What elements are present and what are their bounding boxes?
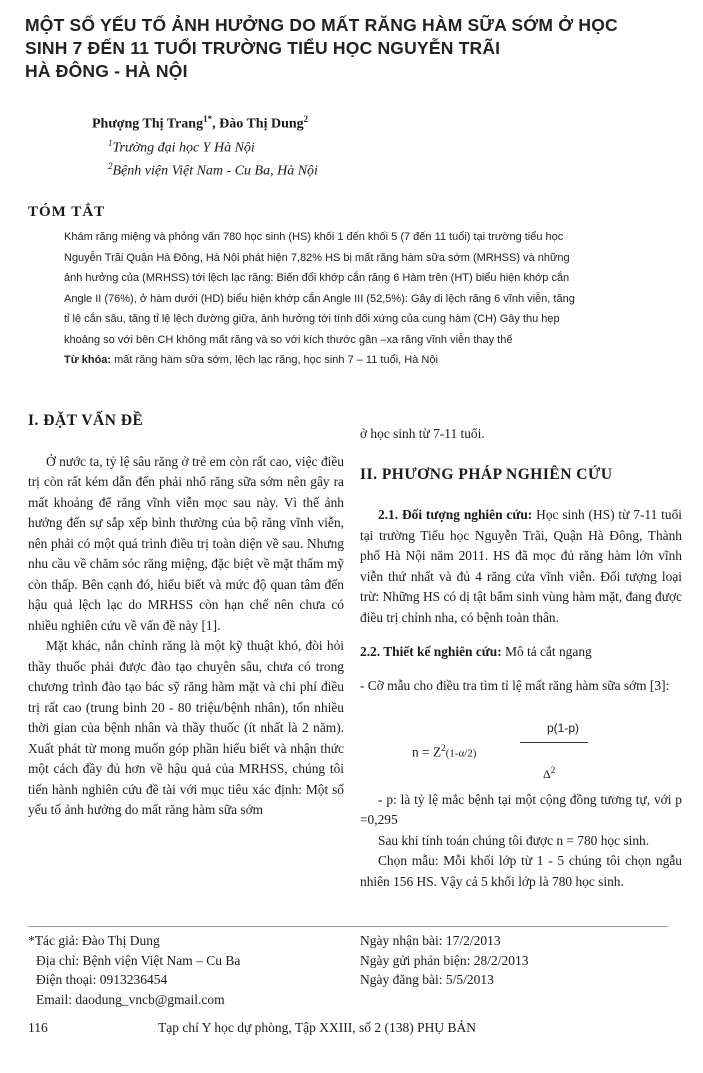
affiliation-1-text: Trường đại học Y Hà Nội (112, 140, 255, 156)
fraction-bar (520, 742, 588, 743)
formula-delta: Δ (543, 766, 551, 781)
left-column (28, 411, 344, 821)
article-title (25, 14, 685, 83)
formula-delta-exponent: 2 (550, 764, 556, 775)
sample-size-formula (360, 710, 682, 790)
formula-z-exponent: 2 (441, 742, 446, 753)
formula-z-subscript: (1-α/2) (445, 747, 477, 760)
corresponding-author: *Tác giả: Đào Thị Dung (28, 933, 160, 948)
formula-numerator: p(1-p) (547, 720, 580, 735)
calculation-result: Sau khi tính toán chúng tôi được n = 780 học sinh. (378, 832, 650, 848)
abstract-line: Angle II (76%), ở hàm dưới (HD) biểu hiện khớp cắn Angle III (52,5%): Gây di lệch răng 6 vĩnh viễn, tăng (64, 292, 575, 305)
author-2-mark: 2 (303, 114, 309, 124)
journal-footer: Tạp chí Y học dự phòng, Tập XXIII, số 2 (138) PHỤ BẢN (158, 1020, 477, 1035)
subsection-2-2 (360, 642, 682, 663)
formula-lhs (412, 738, 476, 764)
title-line-1: MỘT SỐ YẾU TỐ ẢNH HƯỞNG DO MẤT RĂNG HÀM SỮA SỚM Ở HỌC (25, 15, 618, 35)
author-contact (28, 931, 240, 1009)
author-1-mark: 1* (203, 114, 213, 124)
affiliation-1 (92, 134, 318, 158)
formula-denominator (543, 760, 555, 785)
author-2: , Đào Thị Dung (212, 116, 304, 132)
affiliation-2 (92, 157, 318, 181)
abstract-line: Nguyễn Trãi Quận Hà Đông, Hà Nội phát hiện 7,82% HS bị mất răng hàm sữa sớm (MRHSS) và những (64, 251, 570, 264)
page-number: 116 (28, 1020, 48, 1035)
subsection-2-1-label: 2.1. Đối tượng nghiên cứu: (378, 507, 533, 523)
abstract-body (64, 227, 694, 371)
section-1-heading: I. ĐẶT VẤN ĐỀ (28, 412, 144, 429)
abstract-line: ảnh hưởng của (MRHSS) tới lệch lạc răng: Biến đổi khớp cắn răng 6 Hàm trên (HT) biểu hiện khớp cắn (64, 272, 570, 284)
abstract-line: khoảng so với bên CH không mất răng và so với kích thước gần –xa răng vĩnh viễn thay thế (64, 333, 513, 346)
affiliation-2-mark: 2 (108, 161, 113, 172)
article-dates (360, 931, 529, 990)
abstract-line: Khám răng miệng và phỏng vấn 780 học sinh (HS) khối 1 đến khối 5 (7 đến 11 tuổi) tại trường tiểu học (64, 231, 564, 243)
author-address: Địa chỉ: Bệnh viện Việt Nam – Cu Ba (36, 952, 241, 968)
abstract-line: tỉ lệ cắn sâu, tăng tỉ lệ lệch đường giữa, ảnh hưởng tới tính đối xứng của cung hàm (CH) Gây thu hẹp (64, 313, 560, 325)
footnote-divider (28, 926, 668, 927)
section-2-heading: II. PHƯƠNG PHÁP NGHIÊN CỨU (360, 465, 613, 483)
right-column (360, 411, 682, 892)
author-email: Email: daodung_vncb@gmail.com (36, 991, 225, 1007)
subsection-2-2-label: 2.2. Thiết kế nghiên cứu: (360, 643, 502, 659)
author-block (92, 110, 318, 181)
sample-size-line: - Cỡ mẫu cho điều tra tìm tỉ lệ mất răng hàm sữa sớm [3]: (360, 677, 670, 693)
p-definition: - p: là tỷ lệ mắc bệnh tại một cộng đồng tương tự, với p =0,295 (360, 791, 682, 828)
sampling-method: Chọn mẫu: Mỗi khối lớp từ 1 - 5 chúng tôi chọn ngẫu nhiên 156 HS. Vậy cả 5 khối lớp là 780 học sinh. (360, 853, 682, 889)
date-accepted: Ngày đăng bài: 5/5/2013 (360, 972, 494, 987)
title-line-3: HÀ ĐÔNG - HÀ NỘI (25, 61, 188, 81)
subsection-2-2-text: Mô tả cắt ngang (501, 643, 592, 659)
title-line-2: SINH 7 ĐẾN 11 TUỔI TRƯỜNG TIỂU HỌC NGUYỄN TRÃI (25, 38, 501, 58)
keywords-label: Từ khóa: (64, 354, 112, 366)
abstract-heading: TÓM TẮT (28, 204, 106, 220)
keywords (64, 350, 694, 371)
author-1: Phượng Thị Trang (92, 116, 204, 132)
affiliation-2-text: Bệnh viện Việt Nam - Cu Ba, Hà Nội (112, 163, 318, 179)
date-received: Ngày nhận bài: 17/2/2013 (360, 933, 501, 948)
author-phone: Điện thoại: 0913236454 (36, 972, 168, 987)
keywords-text: mất răng hàm sữa sớm, lệch lạc răng, học sinh 7 – 11 tuổi, Hà Nội (111, 354, 438, 366)
formula-n-eq-z: n = Z (412, 744, 442, 760)
intro-paragraph-2: Mặt khác, nắn chỉnh răng là một kỹ thuật khó, đòi hỏi thầy thuốc phải được đào tạo chuyên sâu, chưa có trong chương trình đào tạo bác sỹ răng hàm mặt và chi phí điều trị rất cao (trung bình 20 - 80 triệu/bệnh nhân), tốn nhiều thời gian của bệnh nhân và thầy thuốc (ít nhất là 2 năm). Xuất phát từ mong muốn góp phần hiểu biết và nhận thức một cách đầy đủ hơn về hậu quả của MRHSS, chúng tôi tiến hành nghiên cứu đề tài với mục tiêu xác định: Một số yếu tố ảnh hưởng do mất răng hàm sữa sớm (28, 638, 344, 817)
author-names (92, 110, 318, 134)
subsection-2-1 (360, 505, 682, 628)
intro-paragraph-1: Ở nước ta, tỷ lệ sâu răng ở trẻ em còn rất cao, việc điều trị còn rất kém dẫn đến phải nhổ răng sữa sớm nên gây ra mất khoảng để răng vĩnh viễn mọc sau này. Vì thế ảnh hưởng đến sự sắp xếp bình thường của bộ răng vĩnh viễn, nên phải có một quá trình điều trị toàn diện về sau. Nhưng nhu cầu về chăm sóc răng miệng, đặc biệt về mặt thẩm mỹ còn thấp. Bên cạnh đó, hiểu biết và mức độ quan tâm đến hậu quả lệch lạc do MRHSS còn hạn chế nên chưa có nhiều nghiên cứu về vấn đề này [1]. (28, 453, 344, 633)
affiliation-1-mark: 1 (108, 137, 113, 148)
subsection-2-1-text: Học sinh (HS) từ 7-11 tuổi tại trường Tiểu học Nguyễn Trãi, Quận Hà Đông, Thành phố Hà Nội năm 2011. HS đã mọc đủ răng hàm lớn vĩnh viễn thứ nhất và đủ 4 răng cửa vĩnh viễn. Đối tượng loại trừ: Những HS có dị tật bẩm sinh vùng hàm mặt, đang được điều trị chỉnh nha, có bệnh toàn thân. (360, 507, 682, 625)
continuation-text: ở học sinh từ 7-11 tuổi. (360, 426, 485, 442)
date-reviewed: Ngày gửi phản biện: 28/2/2013 (360, 952, 529, 968)
